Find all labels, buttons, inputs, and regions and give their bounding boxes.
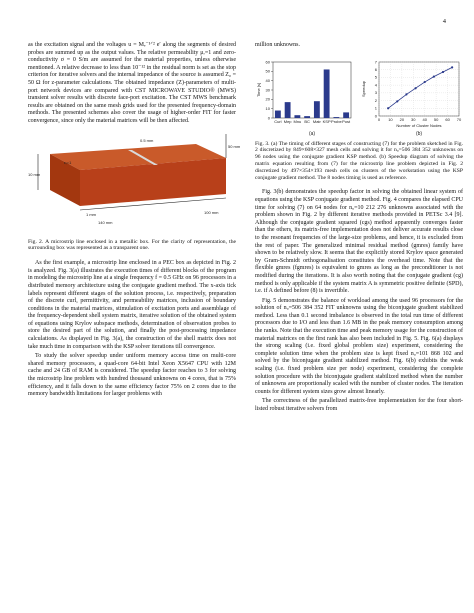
bar (294, 115, 300, 118)
bar (333, 117, 339, 118)
y-tick-label: 4 (374, 82, 377, 88)
data-point (451, 66, 453, 68)
x-tick-label: 60 (445, 116, 450, 122)
bar (275, 110, 281, 117)
y-axis-label: Speedup (361, 80, 366, 97)
strip-width-label: 0.5 mm (140, 137, 154, 143)
x-tick-label: BC (304, 118, 310, 124)
paragraph: Fig. 5 demonstrates the balance of workload among the used 96 processors for the solution of nᵤ=506 384 352 FIT unknowns using the biconjugate gradient stabilized method. Less than 0.1 second imbalance is observed in the total run time of different processors due to I/O and less than 1.6 MB in the peak memory consumption among the ranks. Note that the execution time and peak memory usage for the construction of material matrices on the first rank has also been included in Fig. 5. Fig. 6(a) displays the strong scaling (i.e. fixed global problem size) experiment, considering the complete solution time when the problem size is kept fixed nᵤ=101 868 102 and solved by the biconjugate gradient stabilized method. Fig. 6(b) exhibits the weak scaling (i.e. fixed problem size per node) experiment, considering the complete solution procedure with the biconjugate gradient stabilized method when the number of unknowns are proportionally scaled with the number of cluster nodes. The iteration counts for different system sizes grow almost linearly. (255, 297, 463, 395)
y-tick-label: 20 (265, 96, 270, 102)
y-tick-label: 3 (374, 89, 377, 95)
y-tick-label: 5 (374, 74, 377, 80)
fig2-caption: Fig. 2. A microstrip line enclosed in a metallic box. For the clarity of representation, the surrounding box was represented as a transparent one. (28, 238, 236, 252)
panel-label: (a) (308, 130, 316, 137)
x-tick-label: Mnu (293, 118, 302, 124)
x-axis-label: Number of Cluster Nodes (396, 122, 442, 128)
y-tick-label: 30 (265, 86, 270, 92)
bar (285, 102, 291, 118)
y-tick-label: 0 (374, 112, 377, 118)
right-column (255, 42, 463, 416)
fig3 (255, 56, 463, 138)
x-tick-label: 0 (377, 116, 381, 122)
box-height-label: 50 mm (228, 143, 241, 149)
fig2-microstrip-illustration (28, 128, 241, 236)
x-tick-label: Mep (283, 118, 292, 124)
substrate-thickness-label: 10 mm (28, 171, 41, 177)
permittivity-label: εᵣ=1 (64, 159, 72, 165)
bar (314, 101, 320, 118)
y-tick-label: 50 (265, 68, 270, 74)
box-width-label: 100 mm (204, 209, 219, 215)
data-point (442, 71, 444, 73)
x-tick-label: 30 (411, 116, 416, 122)
panel-label: (b) (415, 130, 423, 137)
x-tick-label: Curl (274, 118, 282, 124)
data-point (433, 75, 435, 77)
x-tick-label: 40 (422, 116, 427, 122)
x-tick-label: KSP (322, 118, 331, 124)
fig3b-speedup-chart (359, 56, 463, 138)
x-tick-label: Post (342, 118, 351, 124)
y-tick-label: 7 (374, 58, 377, 64)
data-point (396, 100, 398, 102)
y-tick-label: 40 (265, 77, 270, 83)
x-tick-label: 20 (399, 116, 405, 122)
bar (324, 69, 330, 118)
paragraph: To study the solver speedup under uniform memory access time on multi-core shared memory processors, a quad-core 64-bit Intel Xeon X5647 CPU with 12M cache and 24 GB of RAM is considered. The speedup factor reaches to 3 for solving the microstrip line problem with hundred thousand unknowns on 4 cores, that is 75% efficiency, and it falls down to the same efficiency factor 75% on 2 cores due to the memory bandwidth limitations for larger problems with (28, 353, 236, 398)
y-tick-label: 60 (265, 58, 270, 64)
left-column (28, 42, 241, 401)
x-tick-label: 50 (433, 116, 439, 122)
page-number: 4 (442, 18, 446, 25)
data-point (414, 87, 416, 89)
y-tick-label: 1 (374, 105, 377, 111)
bar (343, 112, 349, 118)
data-point (405, 93, 407, 95)
paragraph: As the first example, a microstrip line enclosed in a PEC box as depicted in Fig. 2 is analyzed. Fig. 3(a) illustrates the execution times of different blocks of the program in modeling the microstrip line at a single frequency f = 0.5 GHz on 96 processors in a distributed memory architecture using the conjugate gradient method. The x-axis tick labels represent different stages of the solution process, i.e. respectively, preparation of the discrete curl, permittivity, and permeability matrices, inclusion of boundary conditions in the material matrices, stimulation of excitation ports and assemblage of the frequency-dependent shell system matrix, iterative solution of the obtained system of equations using Krylov subspace methods, determination of observation probes to store the desired part of the solution, and finally the post-processing impedance calculations. As displayed in Fig. 3(a), the construction of the shell matrix does not take much time in comparison with the KSP solver iterations till convergence. (28, 260, 236, 350)
x-tick-label: 10 (388, 116, 393, 122)
data-point (424, 81, 426, 83)
x-tick-label: 70 (456, 116, 462, 122)
gap-label: 1 mm (86, 211, 96, 217)
paragraph: as the excitation signal and the voltages u = Mₑ⁻¹ᐟ² e′ along the segments of desired probes are summed up as the output values. The relative permeability μᵣ=1 and zero-conductivity σ = 0 S/m are assumed for the material properties, unless otherwise mentioned. A relative decrease to less than 10⁻¹² in the residual norm is set as the stop criterion for iterative solvers and the internal impedance of the source is assumed Z₀ = 50 Ω for z-parameter calculations. The obtained impedance (Z)-parameters of multi-port network devices are compared with CST MICROWAVE STUDIO® (MWS) transient solver results with discrete face-port excitation. The CST MWS benchmark results are obtained on the same mesh grids used for the presented frequency-domain methods. The presented schemes also cover the usage of higher-order FIT for faster convergence, since only the material matrices will be then affected. (28, 42, 236, 124)
data-point (387, 107, 389, 109)
paragraph: The correctness of the parallelized matrix-free implementation for the four short-listed robust iterative solvers from (255, 398, 463, 412)
y-tick-label: 2 (374, 97, 377, 103)
fig3a-bar-chart (255, 56, 355, 138)
fig3-caption: Fig. 3. (a) The timing of different stages of constructing (7) for the problem sketched in Fig. 2 discretized by 849×608×327 mesh cells and solving it for nᵤ=506 384 352 unknowns on 96 nodes using the conjugate gradient KSP method. (b) Speedup diagram of solving the matrix equation resulting from (7) for the microstrip line problem depicted in Fig. 2 discretized by 497×354×193 mesh cells on clusters of the workstation using the KSP conjugate gradient method. The 8 nodes timing is used as reference. (255, 140, 463, 181)
paragraph: Fig. 3(b) demonstrates the speedup factor in solving the obtained linear system of equations using the KSP conjugate gradient method. Fig. 4 compares the elapsed CPU time for solving (7) on 64 nodes for nᵤ=10 212 276 unknowns associated with the problem shown in Fig. 2 by different iterative methods provided in PETSc 3.4 [9]. Although the conjugate gradient squared (cgs) method apparently converges faster than the others, its matrix-free implementation does not deliver accurate results close to the resonant frequencies of the large-size problems, and hence, it is excluded from the rest of paper. The generalized minimal residual method (gmres) family have shown to be relatively slow. It seems that the explicitly stored Krylov space generated by Gram-Schmidt orthogonalisation constitutes the overhead time. Note that the flexible gmres (fgmres) is equivalent to gmres as long as the preconditioner is not modified during the iterations. It is also worth noting that the conjugate gradient (cg) method is only applicable if the system matrix A is symmetric positive definite (SPD), i.e. if A defined before (8) is invertible. (255, 189, 463, 295)
x-tick-label: Probe (331, 118, 342, 124)
box-length-label: 140 mm (98, 219, 113, 225)
y-tick-label: 0 (267, 114, 270, 120)
y-axis-label: Time [s] (256, 82, 261, 97)
y-tick-label: 10 (265, 105, 270, 111)
y-tick-label: 6 (374, 66, 377, 72)
bar (304, 116, 310, 118)
x-tick-label: Matr (312, 118, 321, 124)
paragraph: million unknowns. (255, 42, 301, 48)
